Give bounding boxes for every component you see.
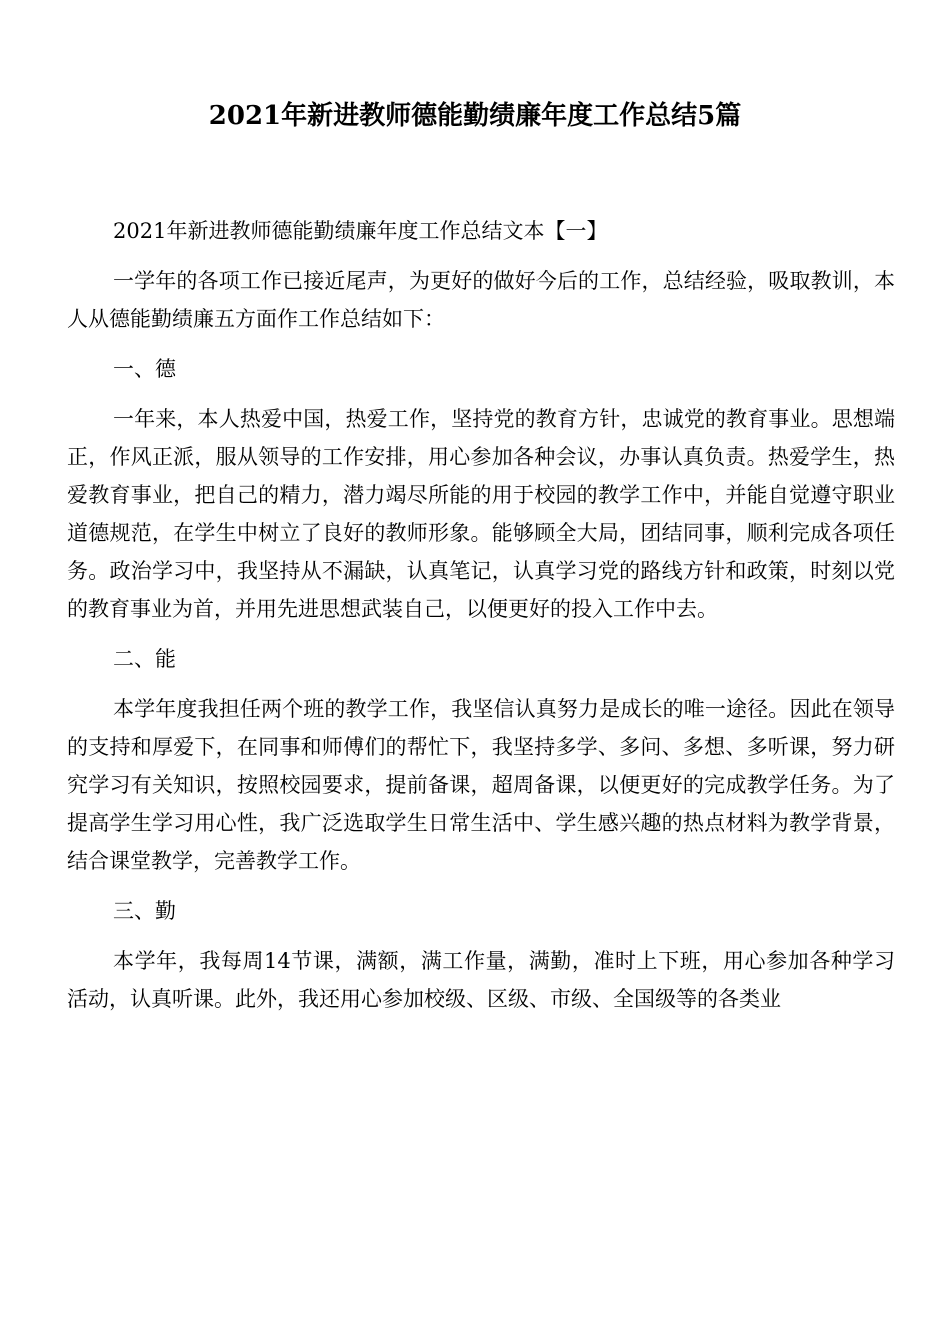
- section-heading-neng: 二、能: [113, 647, 176, 671]
- intro-paragraph: 一学年的各项工作已接近尾声，为更好的做好今后的工作，总结经验，吸取教训，本人从德能勤绩廉五方面作工作总结如下：: [67, 269, 895, 331]
- paragraph-de: 一年来，本人热爱中国，热爱工作，坚持党的教育方针，忠诚党的教育事业。思想端正，作风正派，服从领导的工作安排，用心参加各种会议，办事认真负责。热爱学生，热爱教育事业，把自己的精力，潜力竭尽所能的用于校园的教学工作中，并能自觉遵守职业道德规范，在学生中树立了良好的教师形象。能够顾全大局，团结同事，顺利完成各项任务。政治学习中，我坚持从不漏缺，认真笔记，认真学习党的路线方针和政策，时刻以党的教育事业为首，并用先进思想武装自己，以便更好的投入工作中去。: [67, 407, 895, 621]
- section-heading-de: 一、德: [113, 357, 176, 381]
- document-body: [67, 212, 895, 1030]
- section-heading-qin: 三、勤: [113, 899, 176, 923]
- section-heading-doc-one: 2021年新进教师德能勤绩廉年度工作总结文本【一】: [113, 219, 608, 243]
- paragraph-neng: 本学年度我担任两个班的教学工作，我坚信认真努力是成长的唯一途径。因此在领导的支持和厚爱下，在同事和师傅们的帮忙下，我坚持多学、多问、多想、多听课，努力研究学习有关知识，按照校园要求，提前备课，超周备课，以便更好的完成教学任务。为了提高学生学习用心性，我广泛选取学生日常生活中、学生感兴趣的热点材料为教学背景，结合课堂教学，完善教学工作。: [67, 697, 895, 873]
- paragraph-qin: 本学年，我每周14节课，满额，满工作量，满勤，准时上下班，用心参加各种学习活动，认真听课。此外，我还用心参加校级、区级、市级、全国级等的各类业: [67, 949, 895, 1011]
- document-title: 2021年新进教师德能勤绩廉年度工作总结5篇: [208, 101, 742, 131]
